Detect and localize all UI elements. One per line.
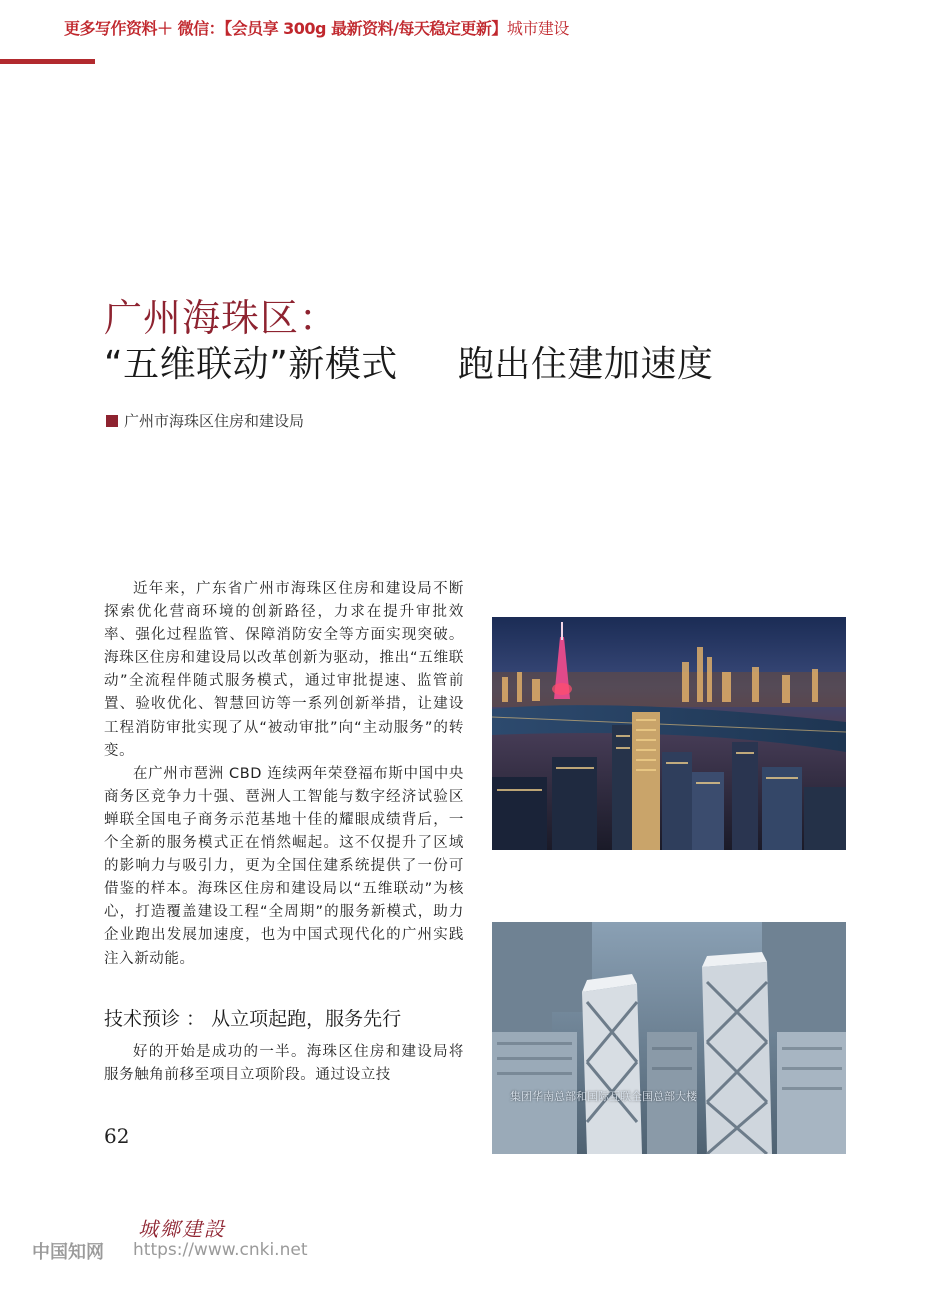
article-title-line1: 广州海珠区： xyxy=(104,296,339,340)
photo-caption: 集团华南总部和国际互联全国总部大楼 xyxy=(510,1090,697,1103)
magazine-brand: 城鄉建設 xyxy=(138,1217,226,1241)
paragraph: 好的开始是成功的一半。海珠区住房和建设局将服务触角前移至项目立项阶段。通过设立技 xyxy=(104,1044,464,1084)
square-bullet-icon xyxy=(106,415,118,427)
title-part-b: 跑出住建加速度 xyxy=(457,344,714,385)
paragraph: 近年来，广东省广州市海珠区住房和建设局不断探索优化营商环境的创新路径，力求在提升审批效率、强化过程监管、保障消防安全等方面实现突破。海珠区住房和建设局以改革创新为驱动，推出“五维联动”全流程伴随式服务模式，通过审批提速、监管前置、验收优化、智慧回访等一系列创新举措，让建设工程消防审批实现了从“被动审批”向“主动服务”的转变。 xyxy=(104,581,464,759)
article-title-line2 xyxy=(104,336,713,387)
author-name: 广州市海珠区住房和建设局 xyxy=(124,412,305,430)
article-body xyxy=(104,578,464,971)
header-rule xyxy=(0,59,95,64)
header-promo: 更多写作资料＋ 微信：【会员享 300g 最新资料/每天稳定更新】 xyxy=(64,19,507,38)
city-night-photo xyxy=(492,617,846,850)
aerial-towers-photo xyxy=(492,922,846,1154)
page-header xyxy=(64,16,569,39)
header-section: 城市建设 xyxy=(506,19,569,38)
title-part-a: “五维联动”新模式 xyxy=(104,344,398,385)
section-body xyxy=(104,1041,464,1087)
paragraph: 在广州市琶洲 CBD 连续两年荣登福布斯中国中央商务区竞争力十强、琶洲人工智能与数字经济试验区蝉联全国电子商务示范基地十佳的耀眼成绩背后，一个全新的服务模式正在悄然崛起。这不仅提升了区域的影响力与吸引力，更为全国住建系统提供了一份可借鉴的样本。海珠区住房和建设局以“五维联动”为核心，打造覆盖建设工程“全周期”的服务新模式，助力企业跑出发展加速度，也为中国式现代化的广州实践注入新动能。 xyxy=(104,765,464,967)
author-line xyxy=(106,410,304,431)
cnki-watermark: 中国知网 xyxy=(32,1242,104,1263)
cnki-url: https://www.cnki.net xyxy=(133,1240,308,1260)
page-number: 62 xyxy=(104,1124,130,1148)
section-heading: 技术预诊 ： 从立项起跑，服务先行 xyxy=(104,1008,402,1030)
